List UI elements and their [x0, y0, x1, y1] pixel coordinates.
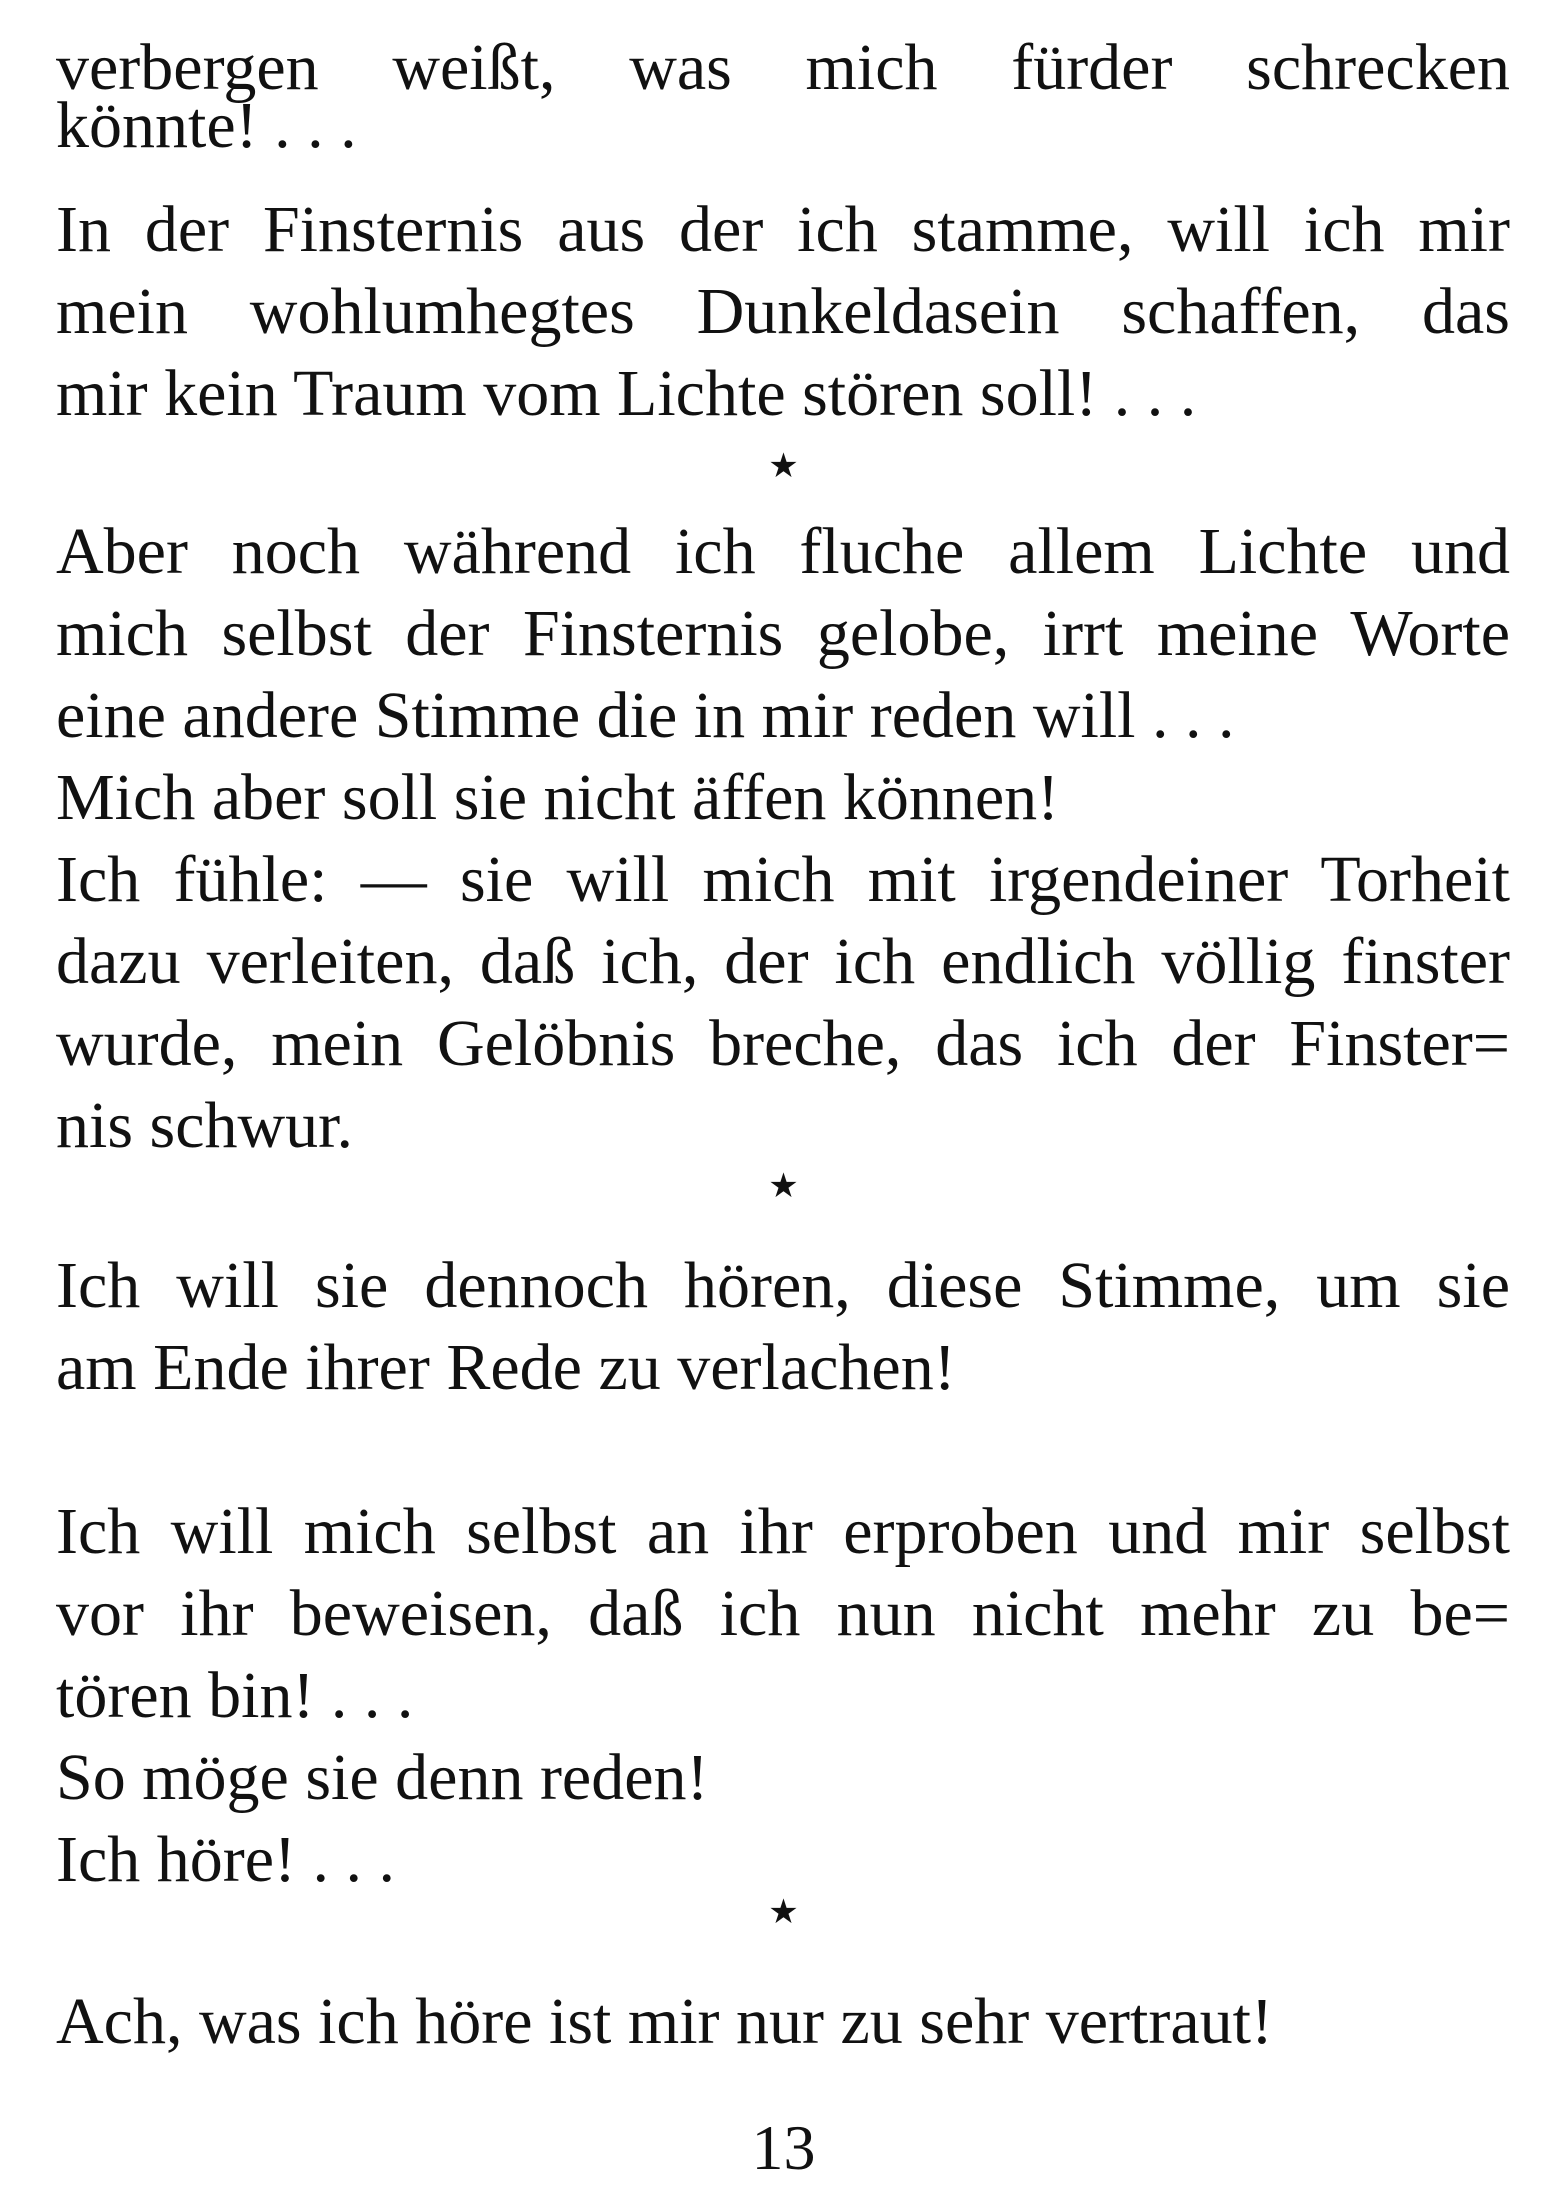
page-number: 13 [751, 2112, 816, 2183]
text-line: nis schwur. [56, 1089, 353, 1162]
section-separator: ★ [768, 448, 799, 485]
text-line: Aber noch während ich fluche allem Lichte und [56, 515, 1510, 588]
text-line: könnte! . . . [56, 89, 357, 162]
text-line: Ich höre! . . . [56, 1823, 396, 1896]
text-line: Ich fühle: — sie will mich mit irgendeiner Torheit [56, 843, 1510, 916]
text-line: Mich aber soll sie nicht äffen können! [56, 761, 1060, 834]
text-line: verbergen weißt, was mich fürder schrecken [56, 31, 1510, 104]
text-line: eine andere Stimme die in mir reden will . . . [56, 679, 1235, 752]
text-line: Ich will sie dennoch hören, diese Stimme, um sie [56, 1249, 1510, 1322]
text-line: mich selbst der Finsternis gelobe, irrt meine Worte [56, 597, 1510, 670]
section-separator: ★ [768, 1894, 799, 1931]
text-line: am Ende ihrer Rede zu verlachen! [56, 1331, 956, 1404]
text-line: dazu verleiten, daß ich, der ich endlich völlig finster [56, 925, 1510, 998]
text-line: So möge sie denn reden! [56, 1741, 709, 1814]
text-line: In der Finsternis aus der ich stamme, will ich mir [56, 193, 1510, 266]
text-line: tören bin! . . . [56, 1659, 414, 1732]
text-line: vor ihr beweisen, daß ich nun nicht mehr zu be= [56, 1577, 1510, 1650]
text-line: mir kein Traum vom Lichte stören soll! . . . [56, 357, 1197, 430]
text-line: Ich will mich selbst an ihr erproben und mir selbst [56, 1495, 1510, 1568]
section-separator: ★ [768, 1168, 799, 1205]
text-line: wurde, mein Gelöbnis breche, das ich der Finster= [56, 1007, 1510, 1080]
text-line: mein wohlumhegtes Dunkeldasein schaffen, das [56, 275, 1510, 348]
text-line: Ach, was ich höre ist mir nur zu sehr vertraut! [56, 1985, 1273, 2058]
